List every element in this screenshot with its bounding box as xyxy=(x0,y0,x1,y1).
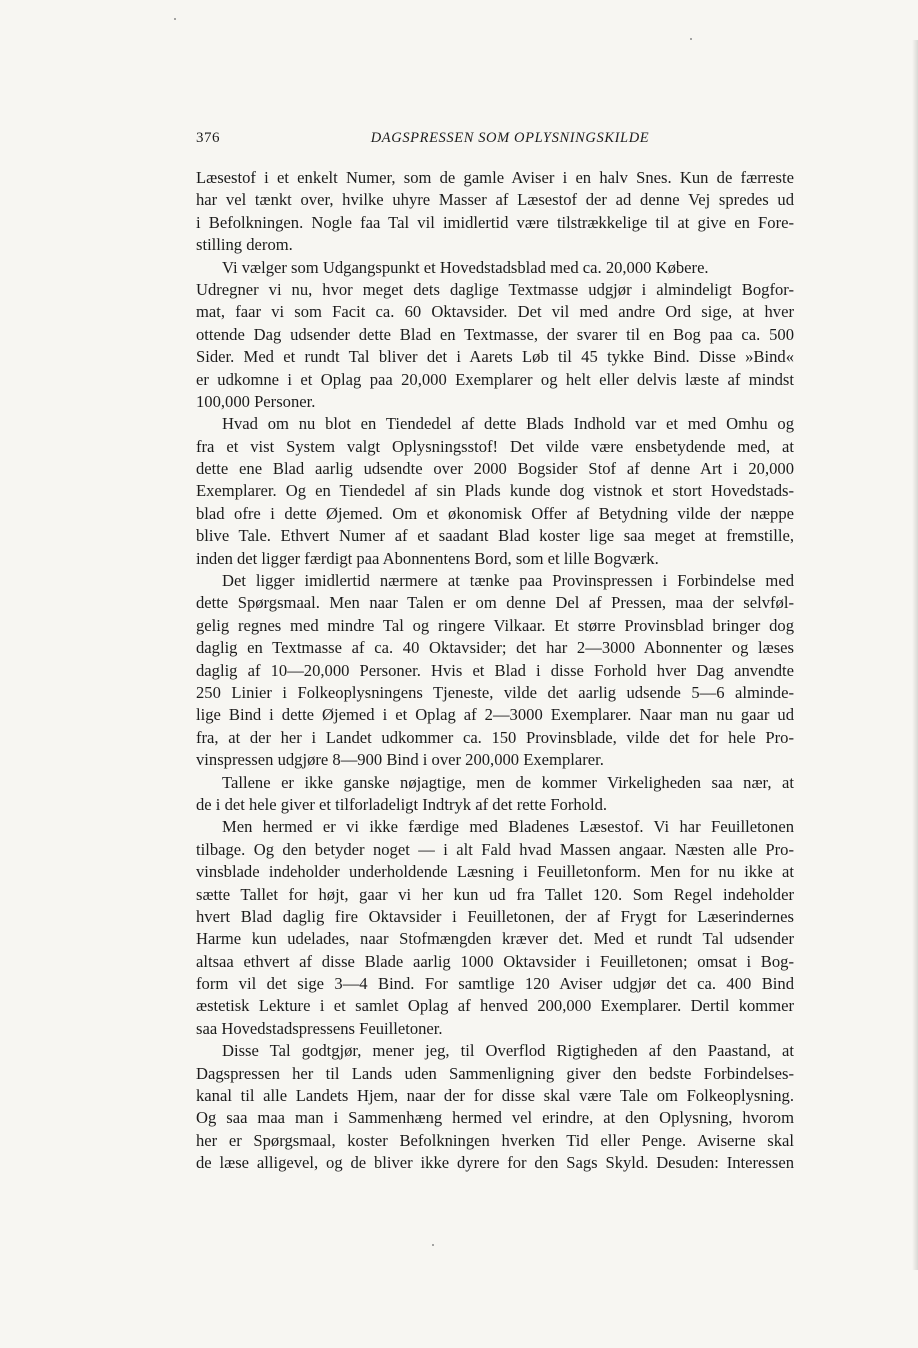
text-line: Dagspressen her til Lands uden Sammenligning giver den bedste Forbindelses- xyxy=(196,1063,794,1083)
text-line: tilbage. Og den betyder noget — i alt Fald hvad Massen angaar. Næsten alle Pro- xyxy=(196,839,794,859)
text-line: vinspressen udgjøre 8—900 Bind i over 200,000 Exemplarer. xyxy=(196,750,604,770)
text-line: Exemplarer. Og en Tiendedel af sin Plads kunde dog vistnok et stort Hovedstads- xyxy=(196,481,794,501)
text-line: Det ligger imidlertid nærmere at tænke paa Provinspressen i Forbindelse med xyxy=(222,571,794,591)
text-line: Hvad om nu blot en Tiendedel af dette Blads Indhold var et med Omhu og xyxy=(222,414,794,434)
text-line: saa Hovedstadspressens Feuilletoner. xyxy=(196,1018,443,1038)
text-line: de i det hele giver et tilforladeligt Indtryk af det rette Forhold. xyxy=(196,794,608,814)
text-line: ottende Dag udsender dette Blad en Textmasse, der svarer til en Bog paa ca. 500 xyxy=(196,324,794,344)
text-line: vinsblade indeholder underholdende Læsning i Feuilletonform. Men for nu ikke at xyxy=(196,862,794,882)
text-line: stilling derom. xyxy=(196,235,293,255)
text-line: altsaa ethvert af disse Blade aarlig 1000 Oktavsider i Feuilletonen; omsat i Bog- xyxy=(196,951,794,971)
text-line: i Befolkningen. Nogle faa Tal vil imidlertid være tilstrækkelige til at give en Fore- xyxy=(196,212,794,232)
text-line: gelig regnes med mindre Tal og ringere Vilkaar. Et større Provinsblad bringer dog xyxy=(196,615,794,635)
text-line: blad ofre i dette Øjemed. Om et økonomisk Offer af Betydning vilde der næppe xyxy=(196,503,794,523)
text-line: blive Tale. Ethvert Numer af et saadant Blad koster lige saa meget at fremstille, xyxy=(196,526,794,546)
text-line: Læsestof i et enkelt Numer, som de gamle Aviser i en halv Snes. Kun de færreste xyxy=(196,168,794,187)
text-line: er udkomne i et Oplag paa 20,000 Exemplarer og helt eller delvis læste af mindst xyxy=(196,369,794,389)
text-line: Udregner vi nu, hvor meget dets daglige Textmasse udgjør i almindeligt Bogfor- xyxy=(196,279,794,299)
text-line: kanal til alle Landets Hjem, naar der for disse skal være Tale om Folkeoplysning. xyxy=(196,1086,794,1106)
text-line: dette Spørgsmaal. Men naar Talen er om denne Del af Pressen, maa der selvføl- xyxy=(196,593,794,613)
text-line: sætte Tallet for højt, gaar vi her kun ud fra Tallet 120. Som Regel indeholder xyxy=(196,884,794,904)
text-line: de læse alligevel, og de bliver ikke dyrere for den Sags Skyld. Desuden: Interessen xyxy=(196,1153,794,1173)
text-line: lige Bind i dette Øjemed i et Oplag af 2—3000 Exemplarer. Naar man nu gaar ud xyxy=(196,705,794,725)
running-title: DAGSPRESSEN SOM OPLYSNINGSKILDE xyxy=(370,130,650,146)
text-line: æstetisk Lekture i et samlet Oplag af henved 200,000 Exemplarer. Dertil kommer xyxy=(196,996,794,1016)
paper-speck xyxy=(690,38,692,40)
running-head xyxy=(196,130,794,154)
text-line: mat, faar vi som Facit ca. 60 Oktavsider. Det vil med andre Ord sige, at hver xyxy=(196,302,794,322)
text-line: Sider. Med et rundt Tal bliver det i Aarets Løb til 45 tykke Bind. Disse »Bind« xyxy=(196,347,794,367)
text-line: inden det ligger færdigt paa Abonnentens Bord, som et lille Bogværk. xyxy=(196,548,659,568)
text-line: hvert Blad daglig fire Oktavsider i Feuilletonen, der af Frygt for Læserindernes xyxy=(196,906,794,926)
text-line: 100,000 Personer. xyxy=(196,391,316,411)
text-line: fra et vist System valgt Oplysningsstof! Det vilde være ensbetydende med, at xyxy=(196,436,794,456)
text-line: har vel tænkt over, hvilke uhyre Masser af Læsestof der ad denne Vej spredes ud xyxy=(196,190,794,210)
text-line: her er Spørgsmaal, koster Befolkningen hverken Tid eller Penge. Aviserne skal xyxy=(196,1130,794,1150)
text-line: Disse Tal godtgjør, mener jeg, til Overflod Rigtigheden af den Paastand, at xyxy=(222,1041,794,1061)
text-line: Harme kun udelades, naar Stofmængden kræver det. Med et rundt Tal udsender xyxy=(196,929,794,949)
text-line: daglig en Textmasse af ca. 40 Oktavsider; det har 2—3000 Abonnenter og læses xyxy=(196,638,794,658)
page-number: 376 xyxy=(196,130,220,146)
text-line: daglig af 10—20,000 Personer. Hvis et Blad i disse Forhold hver Dag anvendte xyxy=(196,660,794,680)
body-text xyxy=(196,167,794,1175)
paper-speck xyxy=(432,1244,434,1246)
text-line: Og saa maa man i Sammenhæng hermed vel erindre, at den Oplysning, hvorom xyxy=(196,1108,794,1128)
text-line: dette ene Blad aarlig udsendte over 2000 Bogsider Stof af denne Art i 20,000 xyxy=(196,459,794,479)
paper-speck xyxy=(174,18,176,20)
text-line: Tallene er ikke ganske nøjagtige, men de kommer Virkeligheden saa nær, at xyxy=(222,772,794,792)
text-line: 250 Linier i Folkeoplysningens Tjeneste, vilde det aarlig udsende 5—6 alminde- xyxy=(196,682,794,702)
text-line: Vi vælger som Udgangspunkt et Hovedstadsblad med ca. 20,000 Købere. xyxy=(222,257,709,277)
text-line: form vil det sige 3—4 Bind. For samtlige 120 Aviser udgjør det ca. 400 Bind xyxy=(196,974,794,994)
text-line: Men hermed er vi ikke færdige med Bladenes Læsestof. Vi har Feuilletonen xyxy=(222,817,794,837)
text-line: fra, at der her i Landet udkommer ca. 150 Provinsblade, vilde det for hele Pro- xyxy=(196,727,794,747)
page-edge-shadow xyxy=(912,40,918,1270)
